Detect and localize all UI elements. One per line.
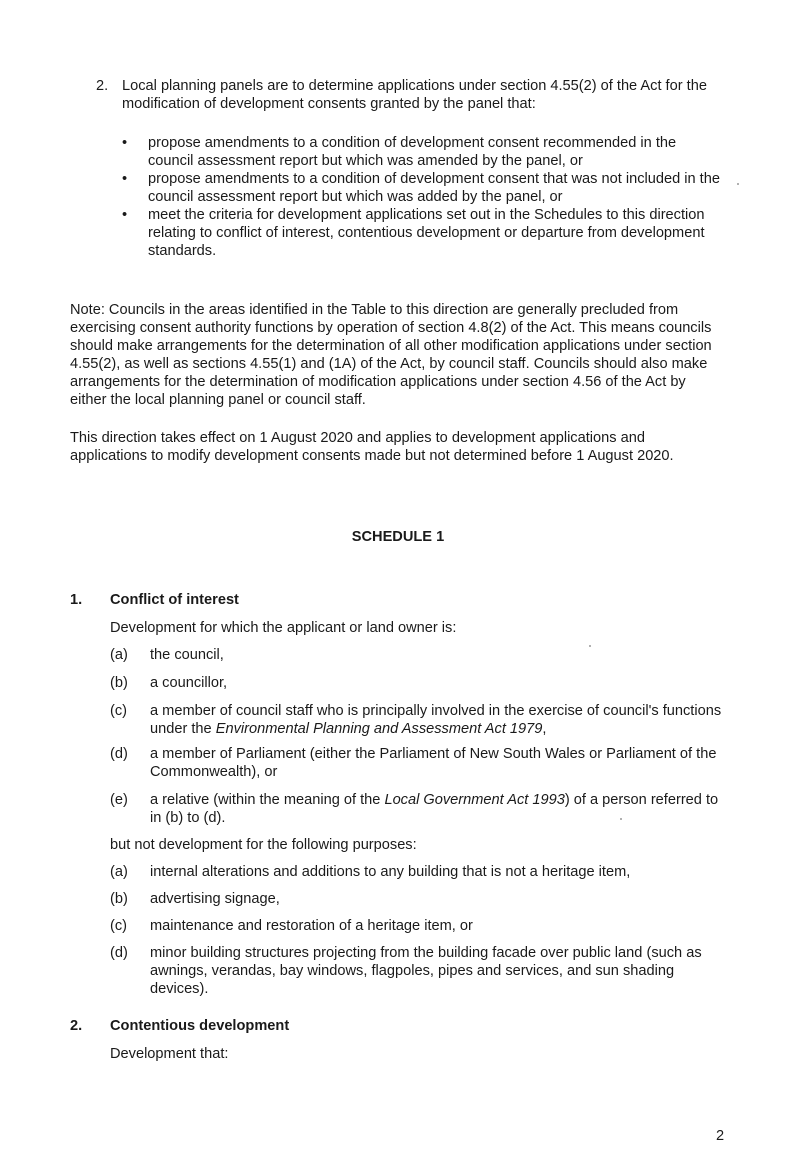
item-text: a member of council staff who is principally involved in the exercise of council's functions under the Environmental Planning and Assessment Act 1979, [150,703,722,737]
item-letter: (c) [110,918,128,934]
section-intro: Development for which the applicant or land owner is: [110,620,457,636]
paragraph-number: 2. [96,78,109,94]
scan-speck [589,645,591,647]
schedule-title: SCHEDULE 1 [351,529,445,545]
bullet-icon: • [122,207,128,223]
item-text: internal alterations and additions to any building that is not a heritage item, [150,864,631,880]
item-text: maintenance and restoration of a heritage item, or [150,918,473,934]
section-number: 1. [70,592,83,608]
note-paragraph: Note: Councils in the areas identified in the Table to this direction are generally precluded from exercising consent authority functions by operation of section 4.8(2) of the Act. This means councils should make arrangements for the determination of all other modification applications under section 4.55(2), as well as sections 4.55(1) and (1A) of the Act, by council staff. Councils should also make arrangements for the determination of modification applications under section 4.56 of the Act by either the local planning panel or council staff. [70,302,712,408]
exclusion-intro: but not development for the following purposes: [110,837,417,853]
item-letter: (d) [110,945,128,961]
act-title: Environmental Planning and Assessment Act 1979 [215,721,543,737]
item-letter: (e) [110,792,128,808]
item-text: a relative (within the meaning of the Local Government Act 1993) of a person referred to in (b) to (d). [150,792,719,826]
bullet-icon: • [122,135,128,151]
item-letter: (a) [110,647,128,663]
page-number: 2 [716,1128,725,1144]
item-text: advertising signage, [150,891,280,907]
section-title: Contentious development [110,1018,290,1034]
item-text: a member of Parliament (either the Parliament of New South Wales or Parliament of the Commonwealth), or [150,746,717,780]
paragraph-text: Local planning panels are to determine applications under section 4.55(2) of the Act for the modification of development consents granted by the panel that: [122,78,707,112]
item-letter: (c) [110,703,128,719]
act-title: Local Government Act 1993 [384,792,565,808]
item-text: minor building structures projecting from the building facade over public land (such as awnings, verandas, bay windows, flagpoles, pipes and services, and sun shading devices). [150,945,702,997]
bullet-item: • propose amendments to a condition of development consent recommended in the council assessment report but which was amended by the panel, or [122,135,677,169]
item-letter: (d) [110,746,128,762]
item-text: the council, [150,647,224,663]
item-letter: (a) [110,864,128,880]
scan-speck [620,818,622,820]
item-letter: (b) [110,891,128,907]
bullet-icon: • [122,171,128,187]
section-intro: Development that: [110,1046,229,1062]
effect-paragraph: This direction takes effect on 1 August 2020 and applies to development applications and applications to modify development consents made but not determined before 1 August 2020. [70,430,674,464]
scan-speck [737,183,739,185]
bullet-list [122,134,722,260]
bullet-item: • propose amendments to a condition of development consent that was not included in the council assessment report but which was added by the panel, or [122,171,720,205]
item-letter: (b) [110,675,128,691]
bullet-item: • meet the criteria for development applications set out in the Schedules to this direction relating to conflict of interest, contentious development or departure from development standards. [122,207,705,259]
item-text: a councillor, [150,675,228,691]
section-number: 2. [70,1018,83,1034]
section-title: Conflict of interest [110,592,239,608]
